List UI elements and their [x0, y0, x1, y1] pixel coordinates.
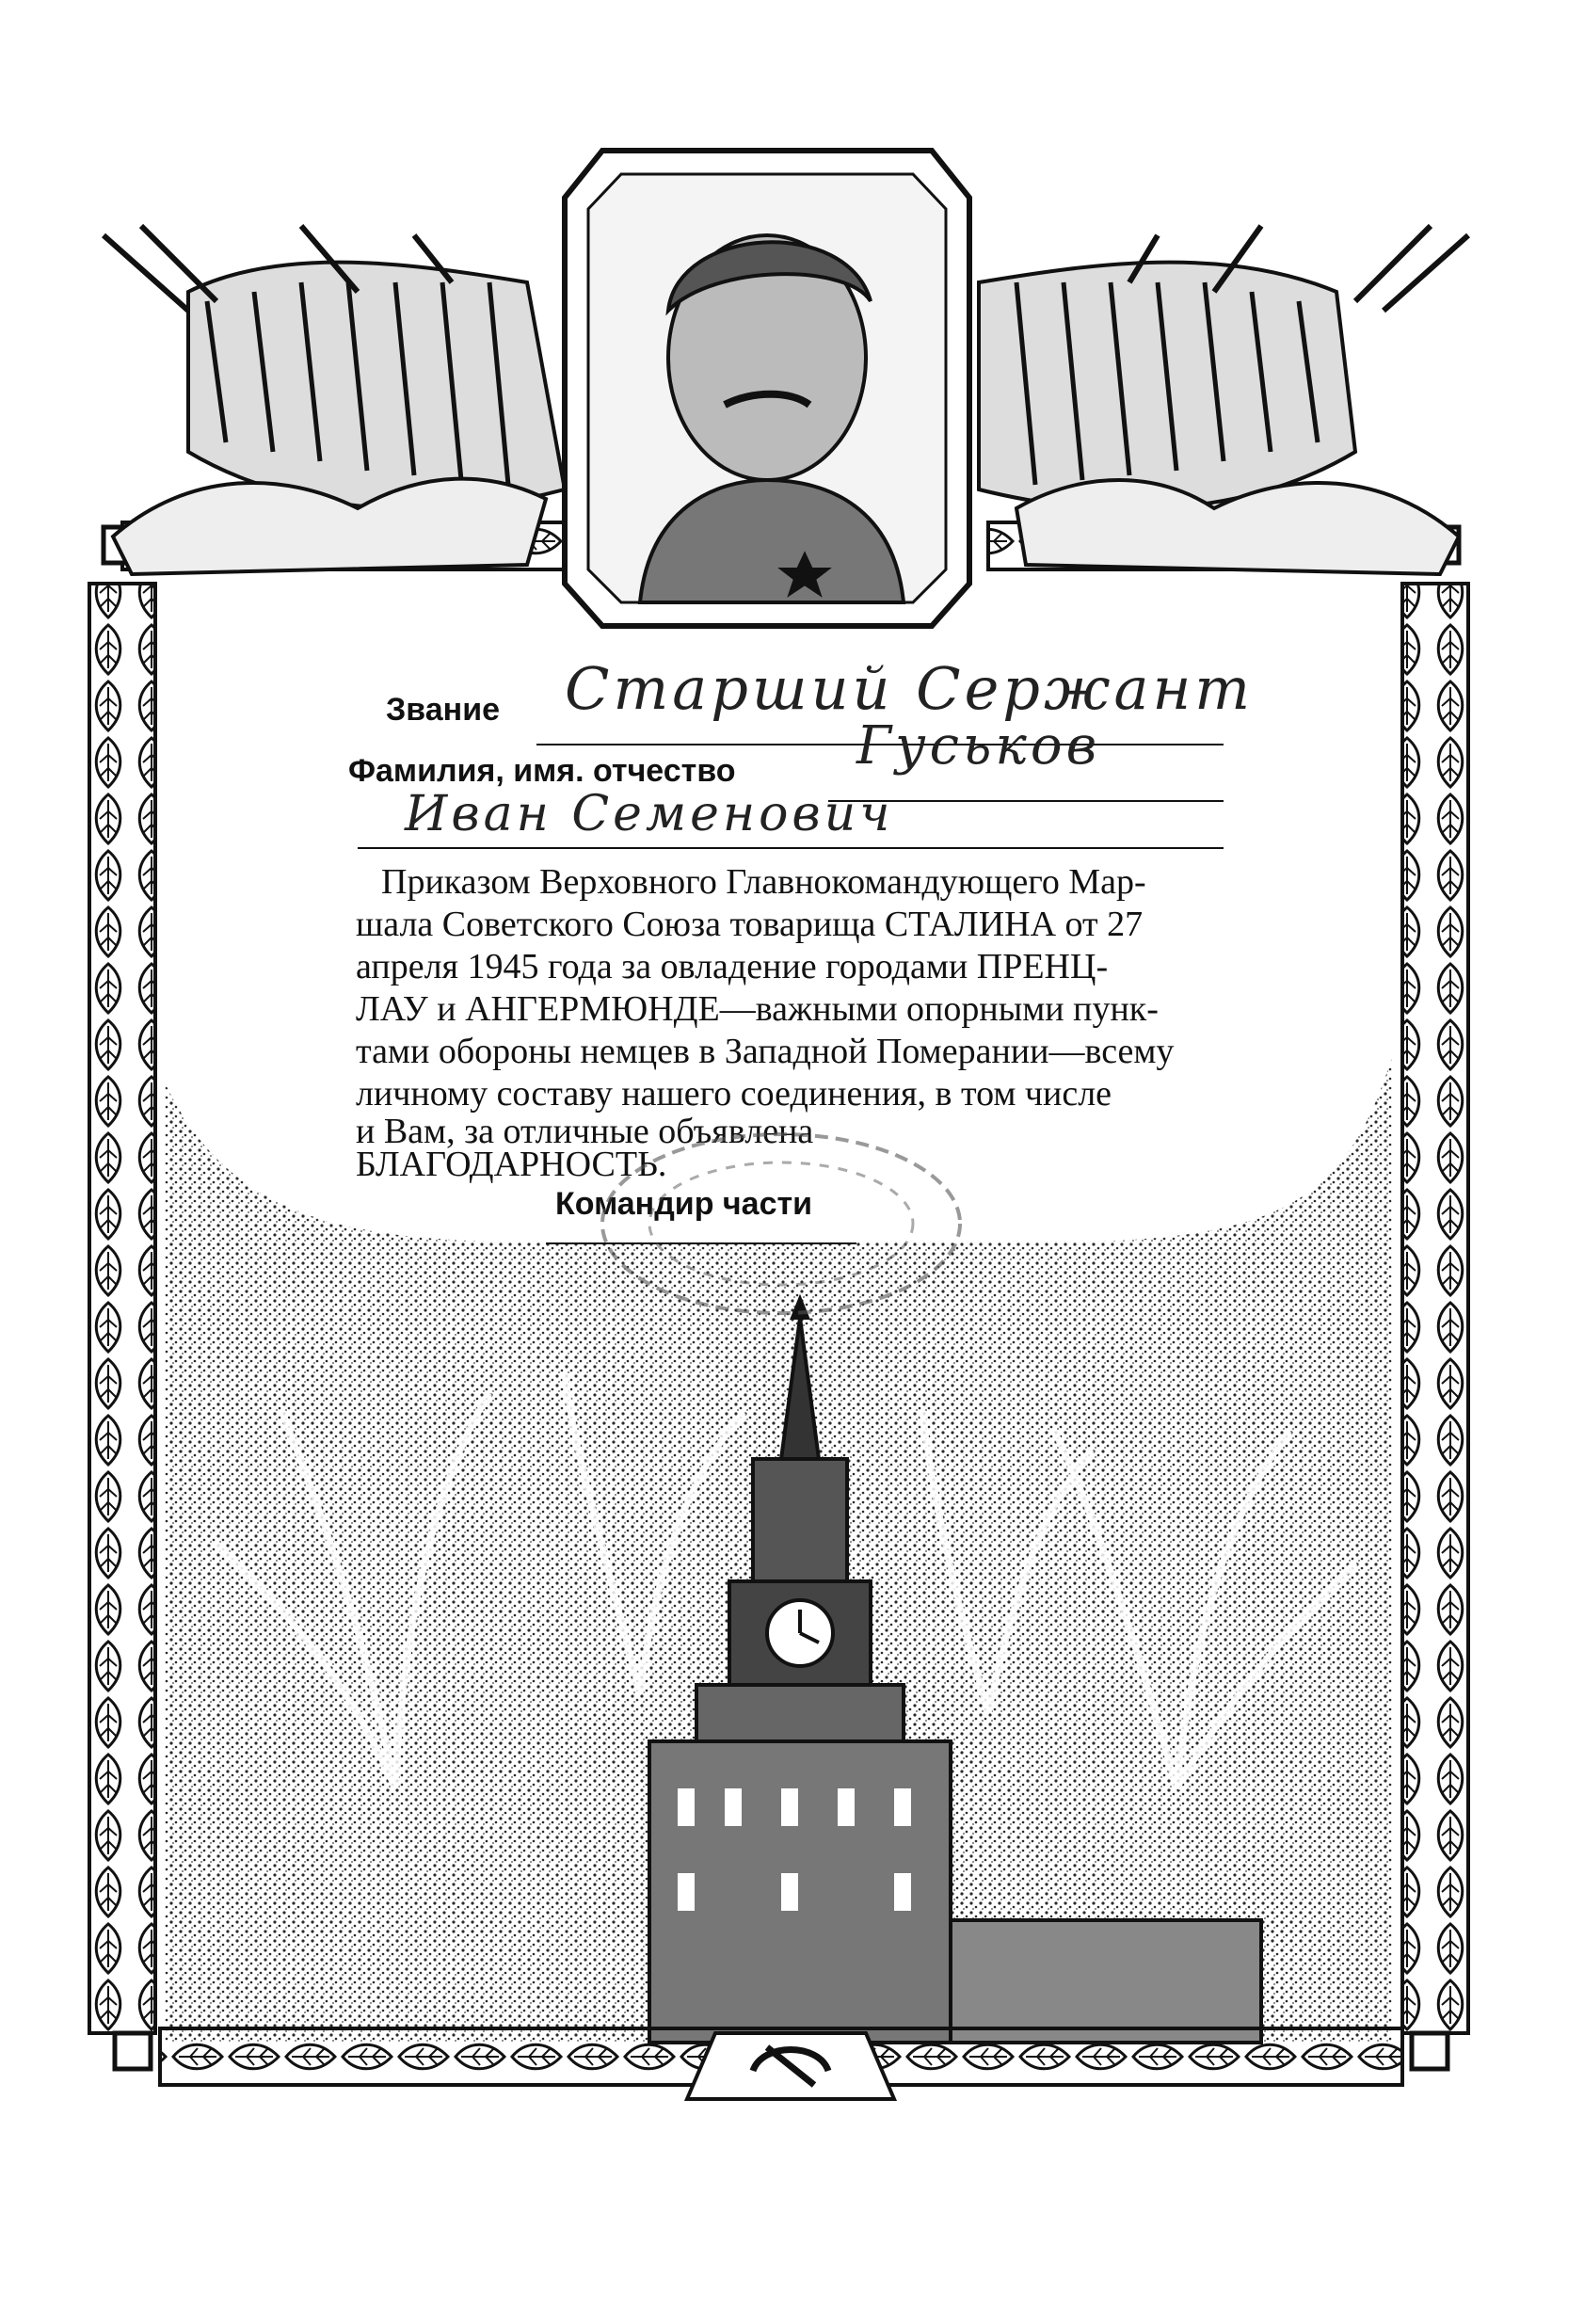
commander-signature-label: Командир части [555, 1186, 813, 1222]
right-garland-border [1402, 584, 1468, 2033]
rank-label: Звание [386, 692, 501, 728]
order-text-line: БЛАГОДАРНОСТЬ. [356, 1145, 667, 1184]
rank-handwritten-value: Старший Сержант [565, 654, 1255, 723]
left-garland-border [89, 584, 155, 2033]
order-text-line: Приказом Верховного Главнокомандующего Мар- [381, 862, 1146, 902]
banner-drapery-left [104, 226, 565, 574]
order-text-line: ЛАУ и АНГЕРМЮНДЕ—важными опорными пунк- [356, 989, 1159, 1029]
given-names-handwritten-value: Иван Семенович [405, 786, 894, 842]
given-names-underline [358, 847, 1224, 849]
order-text-line: личному составу нашего соединения, в том числе [356, 1074, 1112, 1114]
banner-drapery-right [979, 226, 1468, 574]
unit-stamp-seal [584, 1120, 979, 1327]
order-text-line: апреля 1945 года за овладение городами ПРЕНЦ- [356, 947, 1109, 986]
hammer-sickle-emblem [687, 2033, 894, 2099]
name-label: Фамилия, имя. отчество [348, 753, 736, 789]
order-text-line: шала Советского Союза товарища СТАЛИНА от 27 [356, 905, 1144, 944]
surname-handwritten-value: Гуськов [856, 715, 1101, 777]
order-text-line: и Вам, за отличные объявлена [356, 1112, 814, 1151]
order-text-line: тами обороны немцев в Западной Померании—всему [356, 1032, 1175, 1071]
